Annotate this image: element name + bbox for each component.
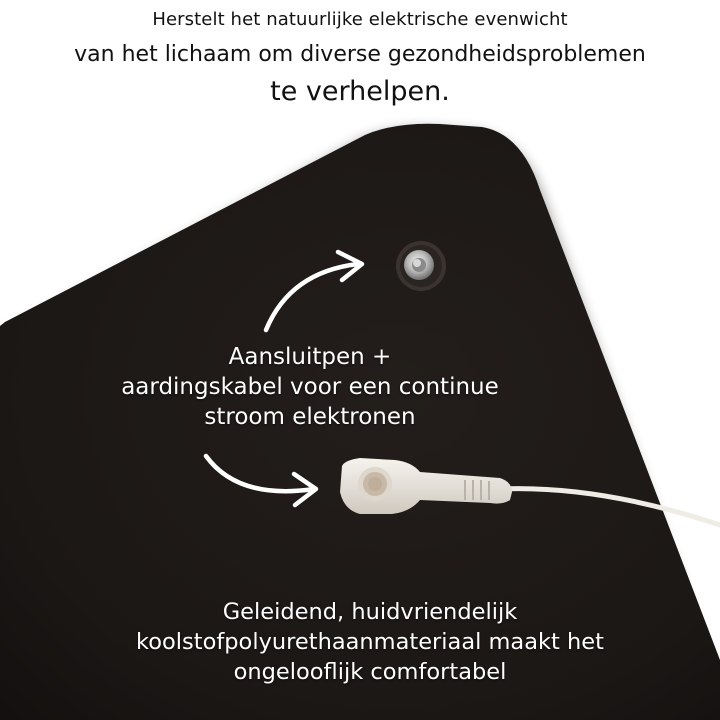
callout-material-line-3: ongelooflijk comfortabel [233,659,507,685]
callout-pin-line-3: stroom elektronen [204,404,416,430]
headline-line-3: te verhelpen. [270,76,450,107]
callout-pin-line-1: Aansluitpen + [228,344,392,370]
callout-pin-cable [60,342,560,432]
callout-pin-line-2: aardingskabel voor een continue [121,374,499,400]
snap-stud-icon [396,241,446,291]
callout-material-line-2: koolstofpolyurethaanmateriaal maakt het [136,629,604,655]
headline-line-2: van het lichaam om diverse gezondheidsproblemen [74,42,646,67]
callout-material-line-1: Geleidend, huidvriendelijk [222,599,518,625]
headline-line-1: Herstelt het natuurlijke elektrische evenwicht [152,9,568,30]
callout-material [60,597,680,687]
